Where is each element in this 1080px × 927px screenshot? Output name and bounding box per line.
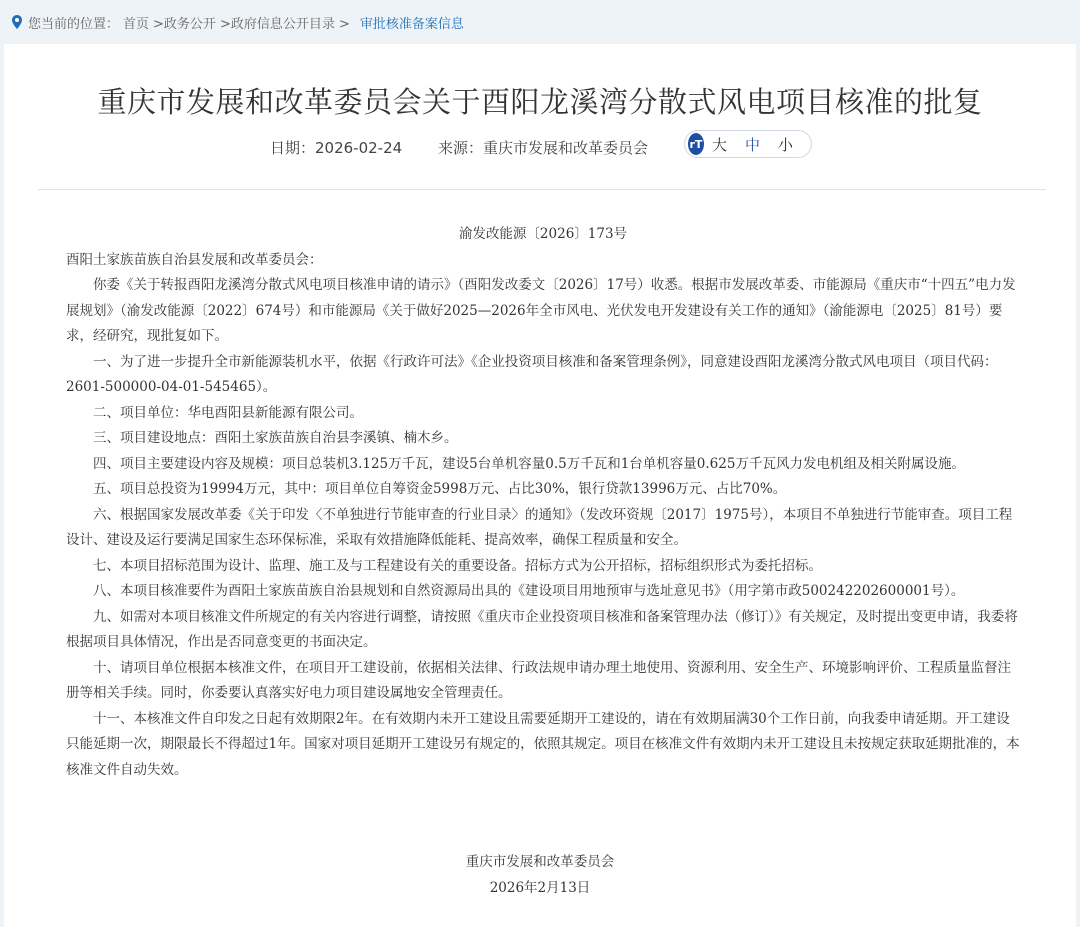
body-paragraph: 一、为了进一步提升全市新能源装机水平，依据《行政许可法》《企业投资项目核准和备案管理条例》，同意建设酉阳龙溪湾分散式风电项目（项目代码：2601-500000-04-01-545465）。 <box>66 353 998 395</box>
breadcrumb <box>0 0 1080 44</box>
breadcrumb-prefix: 您当前的位置： <box>28 16 120 32</box>
article-source: 来源：重庆市发展和改革委员会 <box>438 139 649 157</box>
body-paragraph: 你委《关于转报酉阳龙溪湾分散式风电项目核准申请的请示》（酉阳发改委文〔2026〕17号）收悉。根据市发展改革委、市能源局《重庆市“十四五”电力发展规划》（渝发改能源〔2022〕674号）和市能源局《关于做好2025—2026年全市风电、光伏发电开发建设有关工作的通知》（渝能源电〔2025〕81号）要求，经研究，现批复如下。 <box>66 277 1016 344</box>
body-paragraph: 三、项目建设地点：酉阳土家族苗族自治县李溪镇、楠木乡。 <box>93 430 458 446</box>
breadcrumb-home-link[interactable]: 首页 <box>123 16 150 32</box>
font-size-switcher <box>684 130 812 158</box>
body-paragraph: 二、项目单位：华电酉阳县新能源有限公司。 <box>93 404 363 421</box>
article-card <box>4 44 1076 927</box>
article-meta <box>4 130 1076 162</box>
body-paragraph: 七、本项目招标范围为设计、监理、施工及与工程建设有关的重要设备。招标方式为公开招标，招标组织形式为委托招标。 <box>93 557 822 574</box>
breadcrumb-catalog-link[interactable]: >政府信息公开目录 > <box>219 16 350 32</box>
font-size-medium-button[interactable]: 中 <box>744 135 760 154</box>
body-paragraph: 六、根据国家发展改革委《关于印发〈不单独进行节能审查的行业目录〉的通知》（发改环资规〔2017〕1975号），本项目不单独进行节能审查。项目工程设计、建设及运行要满足国家生态环保标准，采取有效措施降低能耗、提高效率，确保工程质量和安全。 <box>66 506 1013 548</box>
font-size-icon: rT <box>688 133 704 155</box>
breadcrumb-current[interactable]: 审批核准备案信息 <box>359 16 464 32</box>
breadcrumb-gov-affairs-link[interactable]: >政务公开 <box>153 16 216 32</box>
body-paragraph: 九、如需对本项目核准文件所规定的有关内容进行调整，请按照《重庆市企业投资项目核准和备案管理办法（修订）》有关规定，及时提出变更申请，我委将根据项目具体情况，作出是否同意变更的书面决定。 <box>66 608 1018 650</box>
body-paragraph: 十、请项目单位根据本核准文件，在项目开工建设前，依据相关法律、行政法规申请办理土地使用、资源利用、安全生产、环境影响评价、工程质量监督注册等相关手续。同时，你委要认真落实好电力项目建设属地安全管理责任。 <box>66 659 1011 701</box>
body-paragraph: 十一、本核准文件自印发之日起有效期限2年。在有效期内未开工建设且需要延期开工建设的，请在有效期届满30个工作日前，向我委申请延期。开工建设只能延期一次，期限最长不得超过1年。国家对项目延期开工建设另有规定的，依照其规定。项目在核准文件有效期内未开工建设且未按规定获取延期批准的，本核准文件自动失效。 <box>66 710 1020 778</box>
document-number: 渝发改能源〔2026〕173号 <box>458 226 628 242</box>
signature-block <box>4 850 1076 901</box>
font-size-large-button[interactable]: 大 <box>711 135 727 154</box>
body-paragraph: 五、项目总投资为19994万元，其中：项目单位自筹资金5998万元、占比30%，银行贷款13996万元、占比70%。 <box>93 481 787 497</box>
article-date: 日期：2026-02-24 <box>270 139 403 157</box>
sign-date: 2026年2月13日 <box>489 879 591 896</box>
page-title: 重庆市发展和改革委员会关于酉阳龙溪湾分散式风电项目核准的批复 <box>97 85 983 119</box>
body-paragraph: 四、项目主要建设内容及规模：项目总装机3.125万千瓦，建设5台单机容量0.5万千瓦和1台单机容量0.625万千瓦风力发电机组及相关附属设施。 <box>93 455 965 472</box>
signer: 重庆市发展和改革委员会 <box>465 854 615 870</box>
divider <box>38 189 1046 190</box>
addressee: 酉阳土家族苗族自治县发展和改革委员会： <box>66 251 323 268</box>
location-pin-icon <box>12 15 22 29</box>
body-paragraph: 八、本项目核准要件为酉阳土家族苗族自治县规划和自然资源局出具的《建设项目用地预审与选址意见书》（用字第市政500242202600001号）。 <box>93 583 965 599</box>
font-size-small-button[interactable]: 小 <box>777 135 793 154</box>
article-body <box>66 222 1020 783</box>
